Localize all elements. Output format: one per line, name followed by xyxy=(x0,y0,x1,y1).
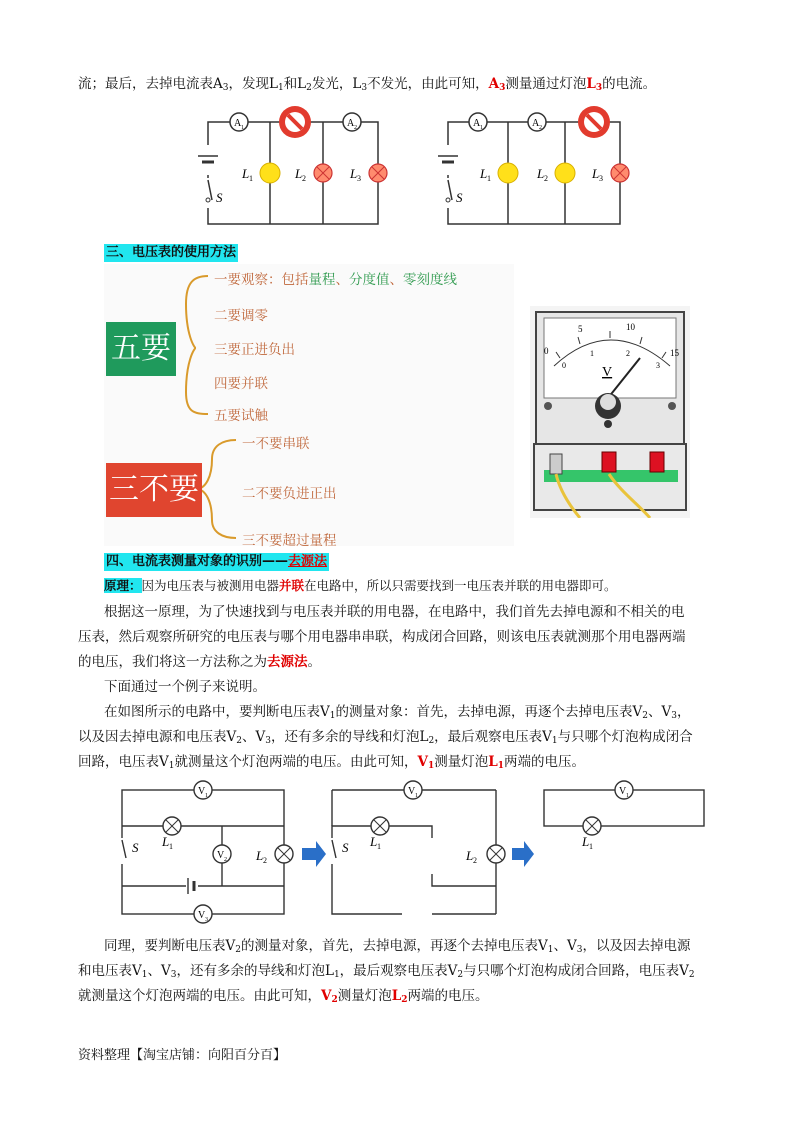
three-item-2: 二不要负进正出 xyxy=(242,486,337,502)
voltmeter-photo xyxy=(530,306,690,518)
terminal-3v-icon xyxy=(602,452,616,472)
svg-text:2: 2 xyxy=(539,125,542,131)
svg-text:1: 1 xyxy=(241,125,244,131)
svg-text:L: L xyxy=(592,166,600,181)
para4-line2: 和电压表$V_1$、$V_3$，还有多余的导线和灯泡$L_1$，最后观察电压表$V_2$与只哪个灯泡构成闭合回路，电压表$V_2$ xyxy=(78,963,695,980)
svg-text:L: L xyxy=(242,166,250,181)
svg-text:1: 1 xyxy=(415,793,418,799)
para1-line3: 的电压，我们将这一方法称之为去源法。 xyxy=(78,654,321,670)
arrow-right-icon xyxy=(512,841,534,867)
para2: 下面通过一个例子来说明。 xyxy=(104,679,266,695)
svg-text:L: L xyxy=(480,166,488,181)
svg-text:1: 1 xyxy=(480,125,483,131)
svg-text:1: 1 xyxy=(205,793,208,799)
svg-text:L: L xyxy=(162,834,170,849)
para4-line3: 就测量这个灯泡两端的电压。由此可知，$V_2$测量灯泡$L_2$两端的电压。 xyxy=(78,988,489,1005)
svg-text:3: 3 xyxy=(205,917,208,923)
para-top: 流；最后，去掉电流表$A_3$，发现$L_1$和$L_2$发光，$L_3$不发光，由此可知，$A_3$测量通过灯泡$L_3$的电流。 xyxy=(78,76,657,93)
section-3-heading: 三、电压表的使用方法 xyxy=(106,245,237,260)
svg-text:V: V xyxy=(198,910,206,921)
svg-text:L: L xyxy=(295,166,303,181)
mindmap-panel xyxy=(104,264,514,549)
svg-text:3: 3 xyxy=(656,361,660,370)
svg-text:1: 1 xyxy=(626,793,629,799)
svg-text:A: A xyxy=(347,118,355,129)
svg-text:V: V xyxy=(217,850,225,861)
svg-text:V: V xyxy=(408,786,416,797)
five-item-5: 五要试触 xyxy=(214,408,268,424)
svg-text:15: 15 xyxy=(670,348,679,358)
svg-text:5: 5 xyxy=(578,324,583,334)
five-item-4: 四要并联 xyxy=(214,376,268,392)
para1-line2: 压表，然后观察所研究的电压表与哪个用电器串串联，构成闭合回路，则该电压表就测那个用电器两端 xyxy=(78,629,686,645)
svg-text:2: 2 xyxy=(626,349,630,358)
svg-text:S: S xyxy=(342,840,349,855)
svg-text:S: S xyxy=(456,190,463,205)
svg-text:L: L xyxy=(582,834,590,849)
svg-text:V: V xyxy=(198,786,206,797)
bulb-l1-lit-icon xyxy=(260,163,280,183)
svg-text:1: 1 xyxy=(249,174,253,183)
svg-text:V: V xyxy=(602,365,613,380)
svg-text:L: L xyxy=(370,834,378,849)
arrow-right-icon xyxy=(302,841,326,867)
para4-line1: 同理，要判断电压表$V_2$的测量对象，首先，去掉电源，再逐个去掉电压表$V_1$、$V_3$，以及因去掉电源 xyxy=(104,938,691,955)
svg-text:3: 3 xyxy=(599,174,603,183)
para3-line2: 以及因去掉电源和电压表$V_2$、$V_3$，还有多余的导线和灯泡$L_2$，最后观察电压表$V_1$与只哪个灯泡构成闭合 xyxy=(78,729,693,746)
three-item-3: 三不要超过量程 xyxy=(242,533,337,549)
three-donts-box: 三不要 xyxy=(106,463,202,517)
circuit-top-left xyxy=(190,100,400,235)
three-item-1: 一不要串联 xyxy=(242,436,310,452)
svg-text:10: 10 xyxy=(626,322,635,332)
svg-text:L: L xyxy=(350,166,358,181)
svg-text:0: 0 xyxy=(562,361,566,370)
svg-text:S: S xyxy=(132,840,139,855)
svg-text:2: 2 xyxy=(473,856,477,865)
svg-text:2: 2 xyxy=(224,857,227,863)
terminal-neg-icon xyxy=(550,454,562,474)
svg-text:L: L xyxy=(466,848,474,863)
svg-text:V: V xyxy=(619,786,627,797)
svg-text:A: A xyxy=(234,118,242,129)
circuits-mid xyxy=(110,778,710,928)
svg-text:2: 2 xyxy=(302,174,306,183)
svg-text:2: 2 xyxy=(544,174,548,183)
five-musts-box: 五要 xyxy=(106,322,176,376)
svg-text:0: 0 xyxy=(544,346,549,356)
svg-text:A: A xyxy=(473,118,481,129)
five-item-3: 三要正进负出 xyxy=(214,342,295,358)
bulb-l1-lit-icon xyxy=(498,163,518,183)
bulb-l2-lit-icon xyxy=(555,163,575,183)
svg-text:1: 1 xyxy=(487,174,491,183)
svg-text:1: 1 xyxy=(169,842,173,851)
circuit-top-right xyxy=(430,100,640,235)
para3-line3: 回路，电压表$V_1$就测量这个灯泡两端的电压。由此可知，$V_1$测量灯泡$L_1$两端的电压。 xyxy=(78,754,585,771)
svg-text:2: 2 xyxy=(263,856,267,865)
svg-text:A: A xyxy=(532,118,540,129)
para1-line1: 根据这一原理，为了快速找到与电压表并联的用电器，在电路中，我们首先去掉电源和不相关的电 xyxy=(104,604,685,620)
section-4-heading: 四、电流表测量对象的识别——去源法 xyxy=(106,554,328,569)
svg-text:L: L xyxy=(537,166,545,181)
footer: 资料整理【淘宝店铺：向阳百分百】 xyxy=(78,1048,287,1063)
principle-line: 原理：因为电压表与被测用电器并联在电路中，所以只需要找到一电压表并联的用电器即可。 xyxy=(104,578,617,593)
terminal-15v-icon xyxy=(650,452,664,472)
five-item-1: 一要观察：包括量程、分度值、零刻度线 xyxy=(214,272,457,288)
svg-text:3: 3 xyxy=(357,174,361,183)
svg-text:2: 2 xyxy=(354,125,357,131)
svg-text:1: 1 xyxy=(590,349,594,358)
svg-text:1: 1 xyxy=(589,842,593,851)
svg-text:L: L xyxy=(256,848,264,863)
five-item-2: 二要调零 xyxy=(214,308,268,324)
para3-line1: 在如图所示的电路中，要判断电压表$V_1$的测量对象：首先，去掉电源，再逐个去掉电压表$V_2$、$V_3$， xyxy=(104,704,691,721)
svg-text:1: 1 xyxy=(377,842,381,851)
svg-text:S: S xyxy=(216,190,223,205)
